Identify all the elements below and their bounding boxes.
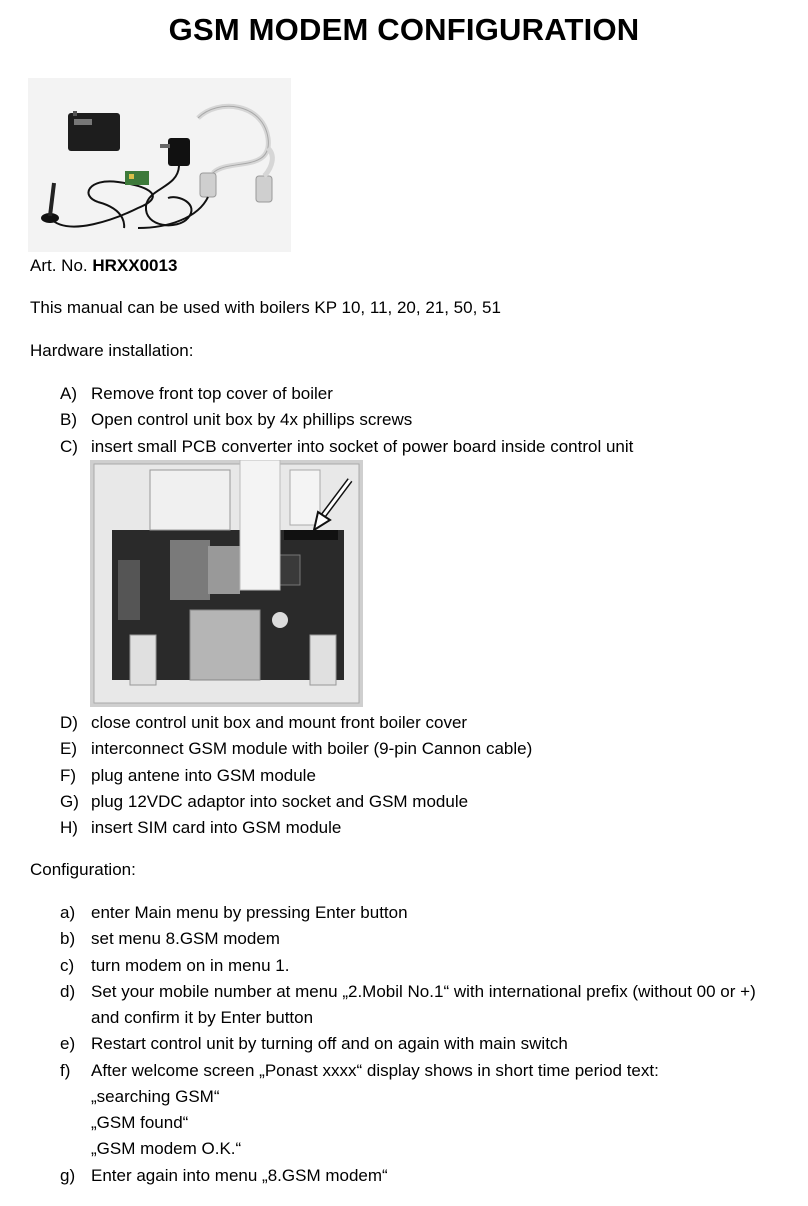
list-text: plug 12VDC adaptor into socket and GSM module xyxy=(91,791,469,811)
list-text: Open control unit box by 4x phillips screws xyxy=(91,410,413,430)
list-text: Remove front top cover of boiler xyxy=(91,384,333,403)
list-marker: G) xyxy=(60,791,79,811)
list-item xyxy=(0,434,808,460)
configuration-heading: Configuration: xyxy=(30,860,136,879)
list-item xyxy=(0,953,808,979)
article-number-label: Art. No. xyxy=(30,256,93,275)
hardware-steps-list xyxy=(0,381,808,460)
list-text: turn modem on in menu 1. xyxy=(91,955,290,975)
list-marker: A) xyxy=(60,384,77,403)
list-item xyxy=(0,789,808,815)
list-text-block xyxy=(91,1058,659,1162)
list-marker: f) xyxy=(60,1060,71,1080)
list-marker: e) xyxy=(60,1034,76,1054)
control-unit-photo xyxy=(90,460,363,707)
list-marker: D) xyxy=(60,713,78,732)
list-text-continuation: and confirm it by Enter button xyxy=(91,1007,314,1027)
list-marker: c) xyxy=(60,955,75,975)
list-text: Restart control unit by turning off and on again with main switch xyxy=(91,1034,568,1054)
list-text: interconnect GSM module with boiler (9-pin Cannon cable) xyxy=(91,739,533,759)
list-item xyxy=(0,926,808,952)
list-item xyxy=(0,1031,808,1057)
list-marker: a) xyxy=(60,903,76,922)
list-item xyxy=(0,815,808,841)
display-message: „GSM found“ xyxy=(91,1112,189,1132)
page-title: GSM MODEM CONFIGURATION xyxy=(168,12,640,47)
list-item xyxy=(0,1058,808,1163)
list-marker: g) xyxy=(60,1165,76,1185)
list-text: Enter again into menu „8.GSM modem“ xyxy=(91,1165,388,1185)
list-text: Set your mobile number at menu „2.Mobil No.1“ with international prefix (without 00 or +) xyxy=(91,981,756,1001)
list-item xyxy=(0,979,808,1032)
hardware-heading: Hardware installation: xyxy=(30,341,194,360)
list-text: plug antene into GSM module xyxy=(91,765,316,785)
list-text: insert small PCB converter into socket of power board inside control unit xyxy=(91,436,634,456)
list-marker: B) xyxy=(60,410,77,430)
list-text: insert SIM card into GSM module xyxy=(91,818,342,838)
list-item xyxy=(0,763,808,789)
list-item xyxy=(0,381,808,407)
list-item xyxy=(0,407,808,433)
gsm-kit-photo xyxy=(28,78,291,252)
manual-note: This manual can be used with boilers KP 10, 11, 20, 21, 50, 51 xyxy=(30,298,501,317)
list-item xyxy=(0,710,808,736)
list-marker: b) xyxy=(60,929,76,949)
list-text: After welcome screen „Ponast xxxx“ display shows in short time period text: xyxy=(91,1060,659,1080)
list-text: set menu 8.GSM modem xyxy=(91,929,280,949)
display-message: „searching GSM“ xyxy=(91,1086,220,1106)
list-item xyxy=(0,900,808,926)
display-message: „GSM modem O.K.“ xyxy=(91,1138,242,1158)
hardware-steps-list-continued xyxy=(0,710,808,841)
article-number-value: HRXX0013 xyxy=(92,256,178,275)
article-number xyxy=(30,256,177,276)
list-marker: F) xyxy=(60,765,77,785)
list-item xyxy=(0,736,808,762)
list-marker: d) xyxy=(60,981,76,1001)
configuration-steps-list xyxy=(0,900,808,1189)
list-marker: H) xyxy=(60,818,78,838)
list-marker: E) xyxy=(60,739,77,759)
list-item xyxy=(0,1163,808,1189)
list-marker: C) xyxy=(60,436,78,456)
list-text: close control unit box and mount front boiler cover xyxy=(91,713,468,732)
list-text: enter Main menu by pressing Enter button xyxy=(91,903,408,922)
list-text-block xyxy=(91,979,756,1031)
